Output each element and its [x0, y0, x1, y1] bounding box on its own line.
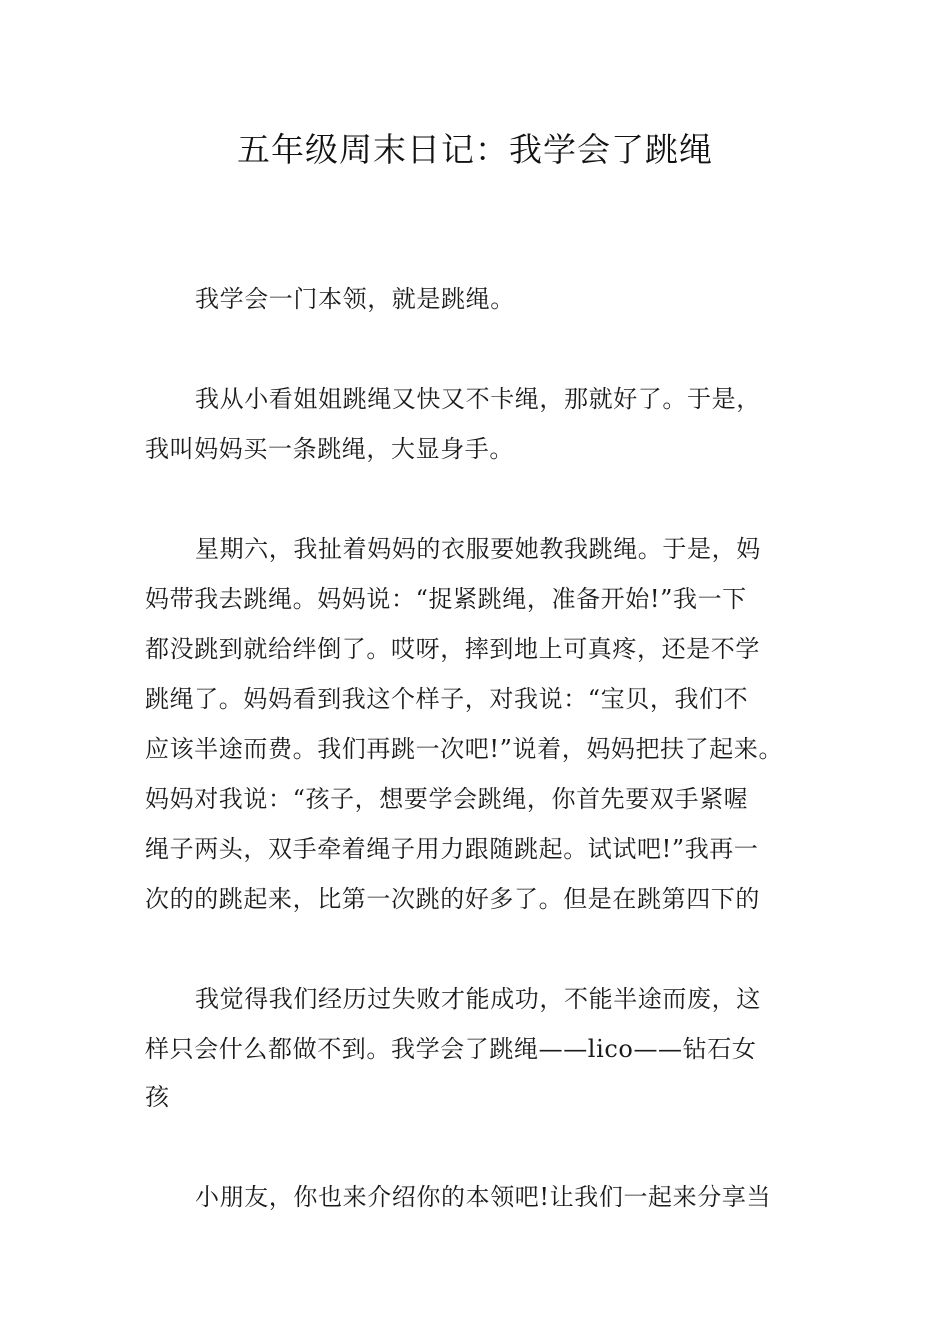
paragraph-2-line-2: 我叫妈妈买一条跳绳，大显身手。	[145, 435, 514, 463]
paragraph-3-line-3: 都没跳到就给绊倒了。哎呀，摔到地上可真疼，还是不学	[145, 635, 760, 663]
paragraph-3-line-6: 妈妈对我说：“孩子，想要学会跳绳，你首先要双手紧喔	[145, 785, 749, 813]
paragraph-3-line-4: 跳绳了。妈妈看到我这个样子，对我说：“宝贝，我们不	[145, 685, 749, 713]
paragraph-3-line-2: 妈带我去跳绳。妈妈说：“捉紧跳绳，准备开始!”我一下	[145, 585, 747, 613]
paragraph-4-line-2: 样只会什么都做不到。我学会了跳绳——lico——钻石女	[145, 1035, 757, 1063]
paragraph-4-line-1: 我觉得我们经历过失败才能成功，不能半途而废，这	[195, 985, 761, 1013]
paragraph-4-line-3: 孩	[145, 1083, 170, 1111]
paragraph-3-line-8: 次的的跳起来，比第一次跳的好多了。但是在跳第四下的	[145, 885, 760, 913]
paragraph-3-line-5: 应该半途而费。我们再跳一次吧!”说着，妈妈把扶了起来。	[145, 735, 784, 763]
paragraph-3-line-1: 星期六，我扯着妈妈的衣服要她教我跳绳。于是，妈	[195, 535, 761, 563]
paragraph-1-line-1: 我学会一门本领，就是跳绳。	[195, 285, 515, 313]
document-title: 五年级周末日记：我学会了跳绳	[237, 130, 713, 169]
paragraph-2-line-1: 我从小看姐姐跳绳又快又不卡绳，那就好了。于是，	[195, 385, 761, 413]
paragraph-3-line-7: 绳子两头，双手牵着绳子用力跟随跳起。试试吧!”我再一	[145, 835, 759, 863]
paragraph-5-line-1: 小朋友，你也来介绍你的本领吧!让我们一起来分享当	[195, 1183, 772, 1211]
